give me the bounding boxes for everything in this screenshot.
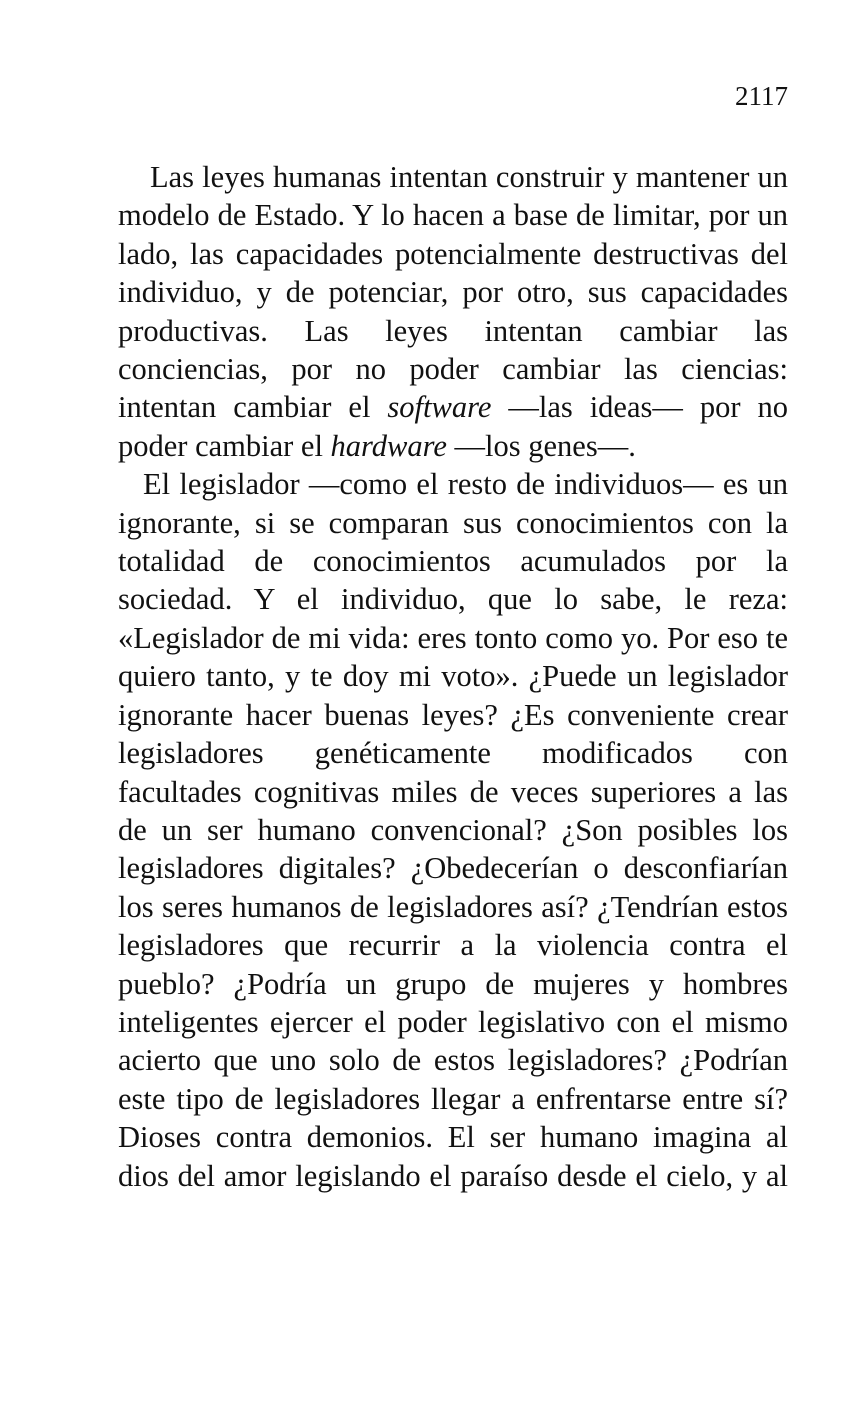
paragraph-laws xyxy=(118,158,788,465)
paragraph-legislator: El legislador —como el resto de individuos— es un ignorante, si se comparan sus conocimientos con la totalidad de conocimientos acumulados por la sociedad. Y el individuo, que lo sabe, le reza: «Legislador de mi vida: eres tonto como yo. Por eso te quiero tanto, y te doy mi voto». ¿Puede un legislador ignorante hacer buenas leyes? ¿Es conveniente crear legisladores genéticamente modificados con facultades cognitivas miles de veces superiores a las de un ser humano convencional? ¿Son posibles los legisladores digitales? ¿Obedecerían o desconfiarían los seres humanos de legisladores así? ¿Tendrían estos legisladores que recurrir a la violencia contra el pueblo? ¿Podría un grupo de mujeres y hombres inteligentes ejercer el poder legislativo con el mismo acierto que uno solo de estos legisladores? ¿Podrían este tipo de legisladores llegar a enfrentarse entre sí? Dioses contra demonios. El ser humano imagina al dios del amor legislando el paraíso desde el cielo, y al xyxy=(118,467,788,1193)
paragraph-laws-text-2: —las ideas— por no poder cambiar el xyxy=(118,390,788,463)
paragraph-laws-text-1: Las leyes humanas intentan construir y mantener un modelo de Estado. Y lo hacen a base de limitar, por un lado, las capacidades potencialmente destructivas del individuo, y de potenciar, por otro, sus capacidades productivas. Las leyes intentan cambiar las conciencias, por no poder cambiar las ciencias: intentan cambiar el xyxy=(118,160,788,425)
page-number: 2117 xyxy=(735,81,788,111)
italic-software: software xyxy=(387,390,492,425)
body-text xyxy=(118,158,788,1195)
paragraph-laws-text-3: —los genes—. xyxy=(446,428,636,463)
italic-hardware: hardware xyxy=(330,428,447,463)
